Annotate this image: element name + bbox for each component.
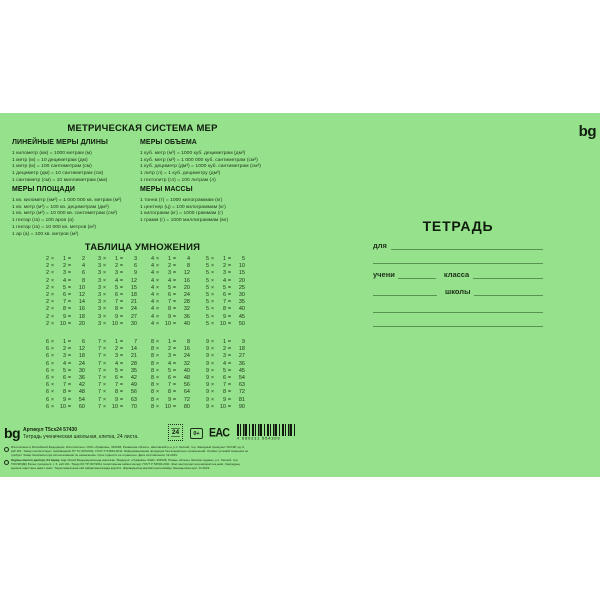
multiplication-row: 6 × 3 = 18	[45, 353, 85, 360]
multiplication-column	[145, 339, 191, 411]
multiplication-row: 7 × 10 = 70	[97, 403, 137, 410]
multiplication-row: 4 × 7 = 28	[150, 299, 190, 306]
multiplication-row: 2 × 1 = 2	[45, 256, 85, 262]
multiplication-row: 2 × 9 = 18	[45, 313, 85, 320]
multiplication-row: 5 × 4 = 20	[205, 277, 245, 284]
legal-kz-lead: Оқушы мектеп дәптері, 24 парақ, тор.	[11, 459, 67, 462]
multiplication-row: 5 × 7 = 35	[205, 299, 245, 306]
multiplication-row: 4 × 8 = 32	[150, 306, 190, 313]
multiplication-row: 2 × 7 = 14	[45, 299, 85, 306]
multiplication-row: 9 × 6 = 54	[205, 375, 245, 382]
product-description: Тетрадь ученическая школьная, клетка, 24 листа.	[23, 434, 139, 440]
multiplication-row: 6 × 2 = 12	[45, 346, 85, 353]
label-row-for	[373, 239, 543, 250]
multiplication-row: 3 × 4 = 12	[97, 277, 137, 284]
multiplication-row: 6 × 7 = 42	[45, 382, 85, 389]
multiplication-row: 7 × 3 = 21	[97, 353, 137, 360]
measure-line: 1 гектар (га) = 100 аров (а)	[12, 217, 74, 223]
measure-line: 1 грамм (г) = 1000 миллиграммам (мг)	[140, 217, 229, 223]
section-heading: МЕРЫ ПЛОЩАДИ	[12, 186, 76, 193]
measure-line: 1 метр (м) = 10 дециметрам (дм)	[12, 156, 88, 163]
multiplication-row: 7 × 1 = 7	[97, 339, 137, 345]
multiplication-row: 5 × 8 = 40	[205, 306, 245, 313]
measure-line: 1 ар (а) = 100 кв. метров (м²)	[12, 230, 79, 237]
multiplication-row: 4 × 6 = 24	[150, 292, 190, 299]
measure-line: 1 кв. метр (м²) = 10 000 кв. сантиметрам (см²)	[12, 210, 118, 217]
product-info	[23, 427, 139, 441]
multiplication-row: 8 × 2 = 16	[150, 346, 190, 353]
multiplication-row: 9 × 5 = 45	[205, 367, 245, 374]
multiplication-row: 7 × 4 = 28	[97, 360, 137, 367]
multiplication-row: 9 × 2 = 18	[205, 346, 245, 353]
label-row-blank	[373, 302, 543, 313]
measure-line: 1 тонна (т) = 1000 килограммам (кг)	[140, 197, 223, 203]
barcode-digits: 4 680211 554309	[237, 437, 281, 441]
multiplication-row: 9 × 9 = 81	[205, 396, 245, 403]
multiplication-row: 8 × 7 = 56	[150, 382, 190, 389]
measure-line: 1 кв. километр (км²) = 1 000 000 кв. метрам (м²)	[12, 197, 122, 203]
multiplication-row: 5 × 10 = 50	[205, 320, 245, 327]
write-line	[474, 295, 543, 296]
section-heading: ЛИНЕЙНЫЕ МЕРЫ ДЛИНЫ	[12, 139, 108, 146]
legal-text-kz	[11, 459, 249, 471]
multiplication-row: 9 × 7 = 63	[205, 382, 245, 389]
multiplication-row: 8 × 10 = 80	[150, 403, 190, 410]
measure-lines	[12, 150, 140, 184]
measure-lines	[140, 197, 300, 224]
multiplication-row: 4 × 9 = 36	[150, 313, 190, 320]
multiplication-row: 2 × 6 = 12	[45, 292, 85, 299]
multiplication-row: 6 × 1 = 6	[45, 339, 85, 345]
brand-logo: bg	[578, 123, 596, 140]
write-line	[398, 278, 436, 279]
multiplication-row: 9 × 10 = 90	[205, 403, 245, 410]
multiplication-row: 3 × 6 = 18	[97, 292, 137, 299]
multiplication-row: 4 × 5 = 20	[150, 284, 190, 291]
multiplication-row: 6 × 6 = 36	[45, 375, 85, 382]
info-circle-icon	[4, 447, 9, 452]
stamp-rule	[171, 436, 180, 437]
multiplication-row: 3 × 3 = 9	[97, 270, 137, 277]
class-label: класса	[443, 269, 470, 279]
multiplication-row: 6 × 4 = 24	[45, 360, 85, 367]
multiplication-row: 7 × 2 = 14	[97, 346, 137, 353]
multiplication-row: 3 × 5 = 15	[97, 284, 137, 291]
label-row-blank	[373, 253, 543, 264]
mass-measures-section	[140, 186, 345, 232]
multiplication-column	[200, 256, 246, 328]
measure-line: 1 килограмм (кг) = 1000 граммам (г)	[140, 210, 223, 217]
measure-line: 1 центнер (ц) = 100 килограммам (кг)	[140, 203, 226, 210]
age-rating-badge: 0+	[190, 428, 203, 439]
write-line	[373, 326, 543, 327]
multiplication-row: 6 × 5 = 30	[45, 367, 85, 374]
multiplication-row: 5 × 5 = 25	[205, 284, 245, 291]
multiplication-block-6-9	[0, 339, 300, 414]
multiplication-row: 9 × 4 = 36	[205, 360, 245, 367]
multiplication-row: 9 × 8 = 72	[205, 389, 245, 396]
write-line	[373, 295, 437, 296]
measure-line: 1 куб. метр (м³) = 1000 куб. дециметрам (дм³)	[140, 150, 246, 156]
info-circle-icon	[4, 460, 9, 465]
multiplication-column	[92, 339, 138, 411]
notebook-title: ТЕТРАДЬ	[422, 218, 494, 234]
measure-line: 1 метр (м) = 100 сантиметрам (см)	[12, 163, 92, 170]
owner-label-card	[373, 218, 543, 336]
multiplication-row: 6 × 8 = 48	[45, 389, 85, 396]
legal-text-ru: Изготовлено в Российской Федерации. Изготовитель: ООО «Графика», 391528, Рязанская область, Шиловский р-н, р.п. Лесной, тер. Западный промузел ТОСЭР, зд. 6, каб 101. Товар соответствует требованиям ТР ТС 007/2011, ГОСТ Р 54543-2011. Информационная продукция без возрастных ограничений. Особых условий хранения не требует. Товар безопасен при использовании по назначению. Срок годности не ограничен. Дата изготовления: 12.2023.	[11, 446, 249, 457]
multiplication-row: 2 × 10 = 20	[45, 320, 85, 327]
multiplication-row: 7 × 9 = 63	[97, 396, 137, 403]
section-heading: МЕРЫ ОБЪЕМА	[140, 139, 197, 146]
multiplication-row: 7 × 5 = 35	[97, 367, 137, 374]
student-label: учени	[373, 269, 395, 279]
write-line	[373, 263, 543, 264]
measure-lines	[140, 150, 300, 184]
multiplication-row: 3 × 7 = 21	[97, 299, 137, 306]
multiplication-column	[200, 339, 246, 411]
multiplication-row: 9 × 1 = 9	[205, 339, 245, 345]
multiplication-row: 5 × 1 = 5	[205, 256, 245, 262]
barcode-bars-icon	[237, 424, 296, 436]
sku-text: Артикул Т5сх24 57430	[23, 427, 78, 433]
brand-logo-footer: bg	[4, 425, 21, 441]
measure-line: 1 кв. метр (м²) = 100 кв. дециметрам (дм²)	[12, 203, 109, 210]
write-line	[473, 278, 543, 279]
multiplication-row: 8 × 3 = 24	[150, 353, 190, 360]
multiplication-column	[92, 256, 138, 328]
multiplication-row: 3 × 2 = 6	[97, 263, 137, 270]
measure-line: 1 куб. метр (м³) = 1 000 000 куб. сантиметрам (см³)	[140, 156, 258, 163]
multiplication-row: 8 × 8 = 64	[150, 389, 190, 396]
multiplication-row: 7 × 8 = 56	[97, 389, 137, 396]
multiplication-row: 8 × 5 = 40	[150, 367, 190, 374]
multiplication-row: 5 × 6 = 30	[205, 292, 245, 299]
green-panel	[0, 113, 600, 477]
legal-kz-body: Ресей Федерациясында жасалған. Өндіруші: «Графика» ЖШС, 391528, Рязань облысы, Шилово ауданы, р.п. Лесной, тер. ТОСЭР(ДК) Батыс промузелі, ғ. 6, каб 101. Тауар КО ТР 007/2011 талаптарына сәйкес келеді. ГОСТ Р 54543-2011. Жас шектеулері жоқ ақпараттық өнім. Сақтаудың ерекше шарттары қажет емес. Тауар мақсатына сай пайдаланылғанда қауіпсіз. Жарамдылық мерзімі шектелмейді. Шығарылған күні: 12.2023.	[11, 459, 240, 470]
multiplication-row: 7 × 7 = 49	[97, 382, 137, 389]
label-row-school	[373, 285, 543, 296]
multiplication-column	[40, 339, 86, 411]
label-row-blank	[373, 316, 543, 327]
multiplication-row: 6 × 10 = 60	[45, 403, 85, 410]
multiplication-row: 5 × 2 = 10	[205, 263, 245, 270]
multiplication-row: 2 × 5 = 10	[45, 284, 85, 291]
label-row-student-class	[373, 268, 543, 279]
write-line	[373, 312, 543, 313]
measure-line: 1 дециметр (дм) = 10 сантиметрам (см)	[12, 170, 104, 176]
multiplication-row: 7 × 6 = 42	[97, 375, 137, 382]
measure-line: 1 сантиметр (см) = 10 миллиметрам (мм)	[12, 177, 108, 183]
multiplication-row: 5 × 3 = 15	[205, 270, 245, 277]
section-heading: МЕРЫ МАССЫ	[140, 186, 193, 193]
measure-line: 1 километр (км) = 1000 метрам (м)	[12, 150, 92, 156]
multiplication-row: 3 × 10 = 30	[97, 320, 137, 327]
eac-mark-icon: ЕАС	[209, 426, 230, 440]
multiplication-row: 4 × 1 = 4	[150, 256, 190, 262]
sheets-count-icon	[168, 424, 183, 441]
multiplication-block-2-5	[0, 256, 300, 331]
multiplication-column	[40, 256, 86, 328]
multiplication-table-title: ТАБЛИЦА УМНОЖЕНИЯ	[84, 242, 201, 253]
write-line	[391, 249, 543, 250]
multiplication-row: 4 × 3 = 12	[150, 270, 190, 277]
measure-line: 1 гектолитр (гл) = 100 литрам (л)	[140, 177, 216, 183]
for-label: для	[373, 241, 387, 250]
multiplication-row: 8 × 6 = 48	[150, 375, 190, 382]
sheets-count: 24	[171, 429, 180, 436]
multiplication-row: 4 × 10 = 40	[150, 320, 190, 327]
measure-lines	[12, 197, 140, 238]
measure-line: 1 литр (л) = 1 куб. дециметру (дм³)	[140, 170, 221, 176]
multiplication-row: 8 × 9 = 72	[150, 396, 190, 403]
multiplication-row: 9 × 3 = 27	[205, 353, 245, 360]
metric-system-title: МЕТРИЧЕСКАЯ СИСТЕМА МЕР	[67, 123, 218, 134]
measure-line: 1 куб. дециметр (дм³) = 1000 куб. сантиметрам (см³)	[140, 163, 261, 170]
multiplication-row: 3 × 8 = 24	[97, 306, 137, 313]
multiplication-row: 4 × 4 = 16	[150, 277, 190, 284]
multiplication-row: 3 × 9 = 27	[97, 313, 137, 320]
multiplication-row: 6 × 9 = 54	[45, 396, 85, 403]
multiplication-row: 8 × 4 = 32	[150, 360, 190, 367]
measure-line: 1 гектар (га) = 10 000 кв. метров (м²)	[12, 224, 97, 230]
multiplication-row: 5 × 9 = 45	[205, 313, 245, 320]
multiplication-row: 2 × 4 = 8	[45, 277, 85, 284]
multiplication-row: 3 × 1 = 3	[97, 256, 137, 262]
multiplication-row: 2 × 3 = 6	[45, 270, 85, 277]
barcode	[237, 424, 296, 443]
multiplication-column	[145, 256, 191, 328]
multiplication-row: 2 × 2 = 4	[45, 263, 85, 270]
multiplication-row: 4 × 2 = 8	[150, 263, 190, 270]
school-label: школы	[445, 286, 471, 296]
multiplication-row: 8 × 1 = 8	[150, 339, 190, 345]
multiplication-row: 2 × 8 = 16	[45, 306, 85, 313]
